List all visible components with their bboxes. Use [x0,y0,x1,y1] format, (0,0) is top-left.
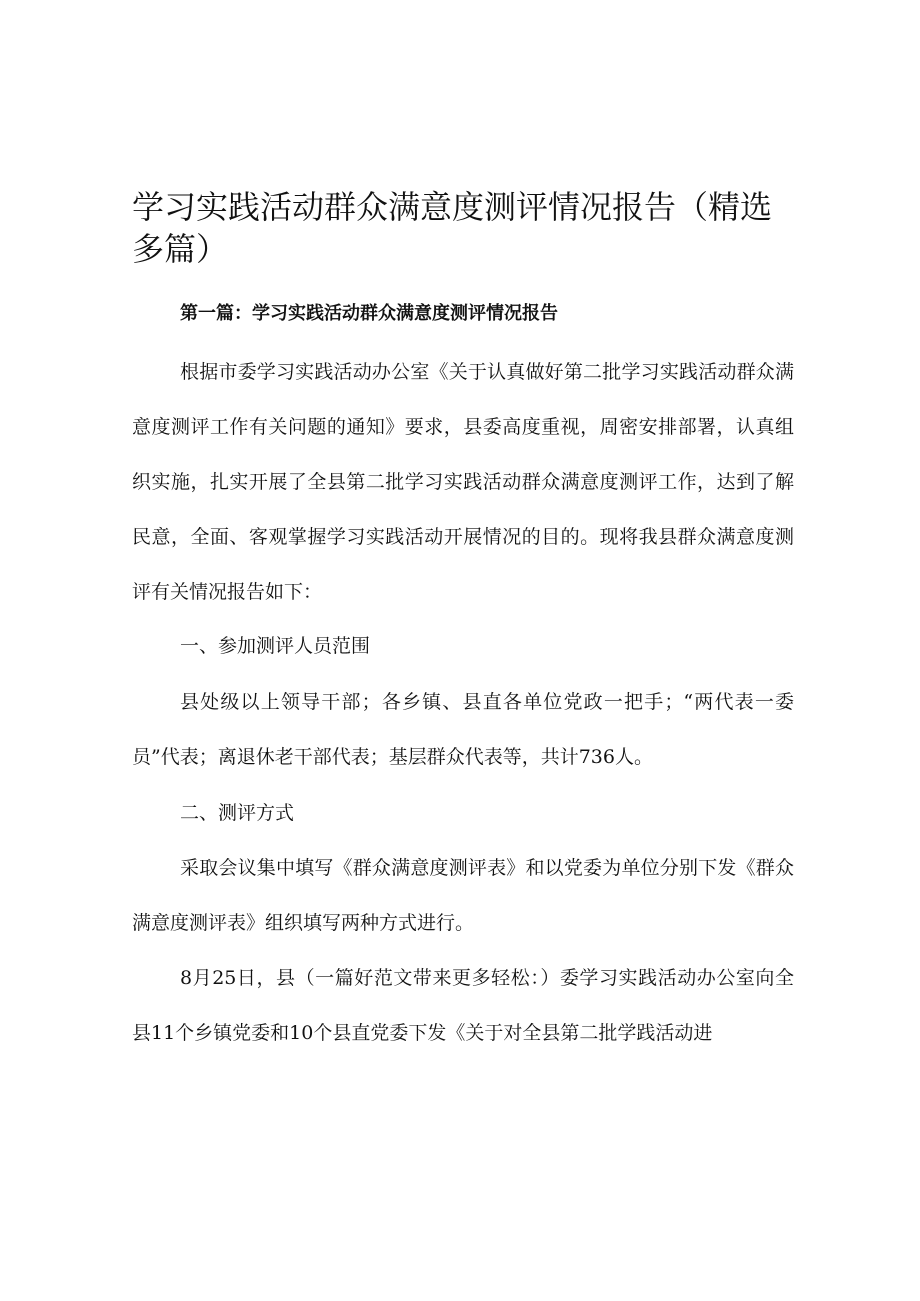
section-heading: 第一篇：学习实践活动群众满意度测评情况报告 [180,303,558,324]
paragraph-method: 采取会议集中填写《群众满意度测评表》和以党委为单位分别下发《群众满意度测评表》组织填写两种方式进行。 [132,857,794,934]
paragraph-scope: 县处级以上领导干部；各乡镇、县直各单位党政一把手；“两代表一委员”代表；离退休老干部代表；基层群众代表等，共计736人。 [132,691,794,768]
paragraph-process: 8月25日，县（一篇好范文带来更多轻松：）委学习实践活动办公室向全县11个乡镇党委和10个县直党委下发《关于对全县第二批学践活动进 [132,967,794,1044]
paragraph-heading-method: 二、测评方式 [180,802,295,824]
document-title: 学习实践活动群众满意度测评情况报告（精选多篇） [132,188,773,268]
paragraph-intro: 根据市委学习实践活动办公室《关于认真做好第二批学习实践活动群众满意度测评工作有关问题的通知》要求，县委高度重视，周密安排部署，认真组织实施，扎实开展了全县第二批学习实践活动群众满意度测评工作，达到了解民意，全面、客观掌握学习实践活动开展情况的目的。现将我县群众满意度测评有关情况报告如下： [132,361,794,603]
paragraph-heading-scope: 一、参加测评人员范围 [180,635,371,657]
